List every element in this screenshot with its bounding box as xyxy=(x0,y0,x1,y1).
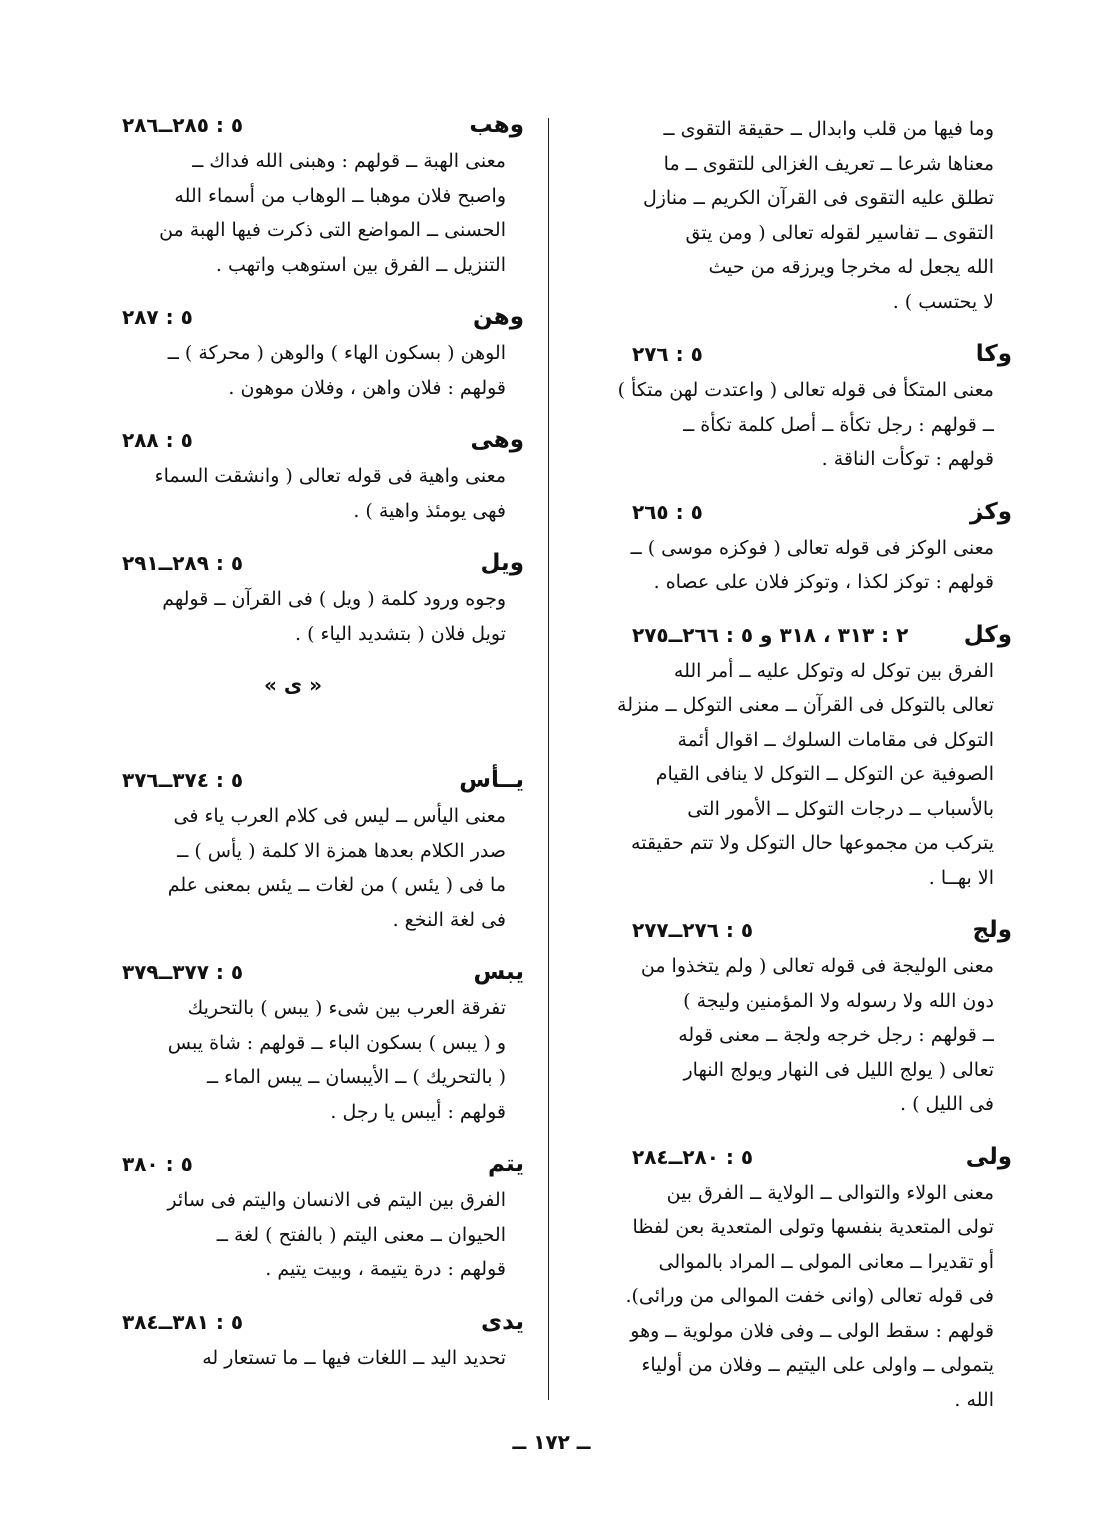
entry-line: فى قوله تعالى (وانى خفت الموالى من ورائى). xyxy=(625,1285,994,1307)
entry-header xyxy=(572,917,1012,949)
entry-line: فهى يومئذ واهية ) . xyxy=(353,499,506,522)
entry-headword: يتم xyxy=(487,1151,524,1177)
index-entry xyxy=(62,427,524,528)
entry-line: قولهم : توكز لكذا ، وتوكز فلان على عصاه . xyxy=(653,571,994,593)
entry-line: ــ قولهم : رجل تكأة ــ أصل كلمة تكأة ــ xyxy=(683,413,994,436)
entry-line: لا يحتسب ) . xyxy=(892,290,994,313)
entry-line: قولهم : فلان واهن ، وفلان موهون . xyxy=(228,376,506,399)
entry-line: قولهم : سقط الولى ــ وفى فلان مولوية ــ وهو xyxy=(630,1319,994,1342)
entry-body xyxy=(62,799,524,937)
entry-header xyxy=(572,622,1012,654)
index-entry xyxy=(62,1151,524,1287)
section-title: « ى » xyxy=(263,673,323,697)
entry-body xyxy=(572,949,1012,1122)
entry-reference: ٥ : ٢٨٥ــ٢٨٦ xyxy=(122,113,244,137)
entry-reference: ٥ : ٢٧٦ــ٢٧٧ xyxy=(632,918,754,942)
entry-line: الله يجعل له مخرجا ويرزقه من حيث xyxy=(708,256,994,278)
entry-line: أو تقديرا ــ معانى المولى ــ المراد بالموالى xyxy=(658,1250,994,1273)
entry-line: تعالى ( يولج الليل فى النهار ويولج النهار xyxy=(683,1058,994,1081)
entry-line: تطلق عليه التقوى فى القرآن الكريم ــ منازل xyxy=(642,187,994,209)
column-divider xyxy=(548,118,549,1400)
entry-line: يتركب من مجموعها حال التوكل ولا تتم حقيقته xyxy=(631,832,994,854)
entry-headword: يــأس xyxy=(459,767,524,793)
entry-body xyxy=(62,991,524,1129)
entry-header xyxy=(62,112,524,144)
entry-line: قولهم : درة يتيمة ، وبيت يتيم . xyxy=(265,1258,506,1280)
entry-header xyxy=(62,304,524,336)
entry-reference: ٥ : ٣٧٤ــ٣٧٦ xyxy=(122,768,244,792)
entry-line: الفرق بين اليتم فى الانسان واليتم فى سائر xyxy=(167,1189,506,1211)
entry-headword: وهن xyxy=(473,304,524,330)
entry-header xyxy=(572,1144,1012,1176)
entry-line: التقوى ــ تفاسير لقوله تعالى ( ومن يتق xyxy=(685,221,994,244)
entry-line: تحديد اليد ــ اللغات فيها ــ ما تستعار له xyxy=(202,1346,506,1369)
index-entry xyxy=(572,341,1012,477)
entry-line: ( بالتحريك ) ــ الأيبسان ــ يبس الماء ــ xyxy=(206,1066,506,1088)
entry-line: دون الله ولا رسوله ولا المؤمنين وليجة ) xyxy=(683,989,994,1012)
entry-line: واصبح فلان موهبا ــ الوهاب من أسماء الله xyxy=(174,184,506,207)
entry-line: الصوفية عن التوكل ــ التوكل لا ينافى القيام xyxy=(655,763,994,785)
entry-line: تولى المتعدية بنفسها وتولى المتعدية بعن لفظا xyxy=(632,1216,994,1238)
entry-line: معنى الولاء والتوالى ــ الولاية ــ الفرق بين xyxy=(666,1181,994,1204)
entry-body xyxy=(572,373,1012,477)
entries-after-section xyxy=(62,767,524,1375)
right-column xyxy=(572,112,1012,1439)
entry-line: صدر الكلام بعدها همزة الا كلمة ( يأس ) ــ xyxy=(177,839,506,862)
entry-headword: وكز xyxy=(970,498,1012,525)
entry-reference: ٥ : ٣٨١ــ٣٨٤ xyxy=(122,1309,244,1334)
entry-line: وما فيها من قلب وابدال ــ حقيقة التقوى ــ xyxy=(663,118,994,140)
entry-headword: ويل xyxy=(480,550,524,576)
entry-headword: يبس xyxy=(473,959,524,985)
entry-line: يتمولى ــ واولى على اليتيم ــ وفلان من أولياء xyxy=(641,1354,994,1376)
entry-reference: ٢ : ٣١٣ ، ٣١٨ و ٥ : ٢٦٦ــ٢٧٥ xyxy=(632,622,909,647)
entry-line: معناها شرعا ــ تعريف الغزالى للتقوى ــ ما xyxy=(663,152,994,175)
entry-line: تويل فلان ( بتشديد الياء ) . xyxy=(295,622,506,645)
entry-body xyxy=(62,144,524,282)
entry-body xyxy=(62,336,524,405)
entry-reference: ٥ : ٢٦٥ xyxy=(632,499,703,524)
entry-header xyxy=(572,499,1012,531)
entry-line: التوكل فى مقامات السلوك ــ اقوال أئمة xyxy=(677,728,994,751)
entry-header xyxy=(62,550,524,582)
entry-body xyxy=(62,582,524,651)
entry-header xyxy=(62,1151,524,1183)
entry-headword: يدى xyxy=(480,1308,524,1335)
entry-headword: ولى xyxy=(965,1143,1012,1170)
entry-line: الله . xyxy=(954,1388,994,1411)
entry-line: الحيوان ــ معنى اليتم ( بالفتح ) لغة ــ xyxy=(216,1223,506,1246)
entry-line: وجوه ورود كلمة ( ويل ) فى القرآن ــ قولهم xyxy=(162,588,506,610)
entry-reference: ٥ : ٢٨٨ xyxy=(122,428,193,452)
entry-body xyxy=(62,1183,524,1287)
index-entry xyxy=(572,1144,1012,1418)
entry-body xyxy=(62,1341,524,1376)
index-entry xyxy=(62,550,524,651)
entry-line: معنى الوليجة فى قوله تعالى ( ولم يتخذوا من xyxy=(640,955,994,977)
entry-line: قولهم : أيبس يا رجل . xyxy=(330,1100,506,1123)
entry-body xyxy=(572,1176,1012,1418)
index-entry xyxy=(62,304,524,405)
entry-line: معنى اليأس ــ ليس فى كلام العرب ياء فى xyxy=(173,805,506,827)
page-number: ــ ١٧٢ ــ xyxy=(512,1430,591,1454)
index-entry xyxy=(62,767,524,937)
entry-headword: وكا xyxy=(975,341,1012,367)
entry-header xyxy=(62,767,524,799)
entry-line: تعالى بالتوكل فى القرآن ــ معنى التوكل ــ منزلة xyxy=(617,694,994,716)
entry-headword: وهى xyxy=(470,427,524,453)
entry-line: ما فى ( يئس ) من لغات ــ يئس بمعنى علم xyxy=(167,874,506,896)
entry-reference: ٥ : ٢٨٩ــ٢٩١ xyxy=(122,551,244,575)
entry-body xyxy=(572,112,1012,319)
entry-body xyxy=(62,459,524,528)
entry-line: الفرق بين توكل له وتوكل عليه ــ أمر الله xyxy=(673,659,994,682)
entry-headword: وهب xyxy=(469,112,524,138)
index-entry xyxy=(572,112,1012,319)
index-entry xyxy=(572,499,1012,600)
entry-line: التنزيل ــ الفرق بين استوهب واتهب . xyxy=(215,253,506,276)
entry-reference: ٥ : ٢٧٦ xyxy=(632,342,703,366)
entry-headword: ولج xyxy=(972,917,1012,943)
entry-line: ــ قولهم : رجل خرجه ولجة ــ معنى قوله xyxy=(678,1024,994,1046)
entries-before-section xyxy=(62,112,524,651)
index-entry xyxy=(572,622,1012,896)
entry-line: فى لغة النخع . xyxy=(392,908,506,931)
entry-body xyxy=(572,654,1012,896)
entry-headword: وكل xyxy=(963,621,1012,648)
entry-line: معنى الهبة ــ قولهم : وهبنى الله فداك ــ xyxy=(192,150,506,172)
index-entry xyxy=(62,1309,524,1376)
entry-line: الحسنى ــ المواضع التى ذكرت فيها الهبة من xyxy=(159,219,506,241)
left-column xyxy=(62,112,524,1397)
entry-body xyxy=(572,531,1012,600)
entry-line: معنى الوكز فى قوله تعالى ( فوكزه موسى ) ــ xyxy=(630,536,994,559)
entry-header xyxy=(62,427,524,459)
index-entry xyxy=(62,112,524,282)
entry-line: قولهم : توكأت الناقة . xyxy=(821,448,994,470)
entry-line: معنى واهية فى قوله تعالى ( وانشقت السماء xyxy=(154,465,506,487)
entry-line: معنى المتكأ فى قوله تعالى ( واعتدت لهن متكأ ) xyxy=(617,379,994,401)
index-entry xyxy=(62,959,524,1129)
index-entry xyxy=(572,917,1012,1122)
entry-line: الا بهــا . xyxy=(928,866,994,889)
entry-header xyxy=(62,959,524,991)
entry-header xyxy=(62,1309,524,1341)
entry-line: فى الليل ) . xyxy=(900,1093,994,1115)
entry-line: بالأسباب ــ درجات التوكل ــ الأمور التى xyxy=(687,797,994,820)
entry-line: الوهن ( بسكون الهاء ) والوهن ( محركة ) ــ xyxy=(167,342,506,364)
entry-line: و ( يبس ) بسكون الباء ــ قولهم : شاة يبس xyxy=(167,1031,506,1054)
entry-reference: ٥ : ٣٧٧ــ٣٧٩ xyxy=(122,960,244,984)
entry-line: تفرقة العرب بين شىء ( يبس ) بالتحريك xyxy=(187,997,506,1019)
entry-reference: ٥ : ٢٨٧ xyxy=(122,305,193,329)
entry-reference: ٥ : ٢٨٠ــ٢٨٤ xyxy=(632,1144,754,1169)
entry-header xyxy=(572,341,1012,373)
entry-reference: ٥ : ٣٨٠ xyxy=(122,1152,193,1176)
